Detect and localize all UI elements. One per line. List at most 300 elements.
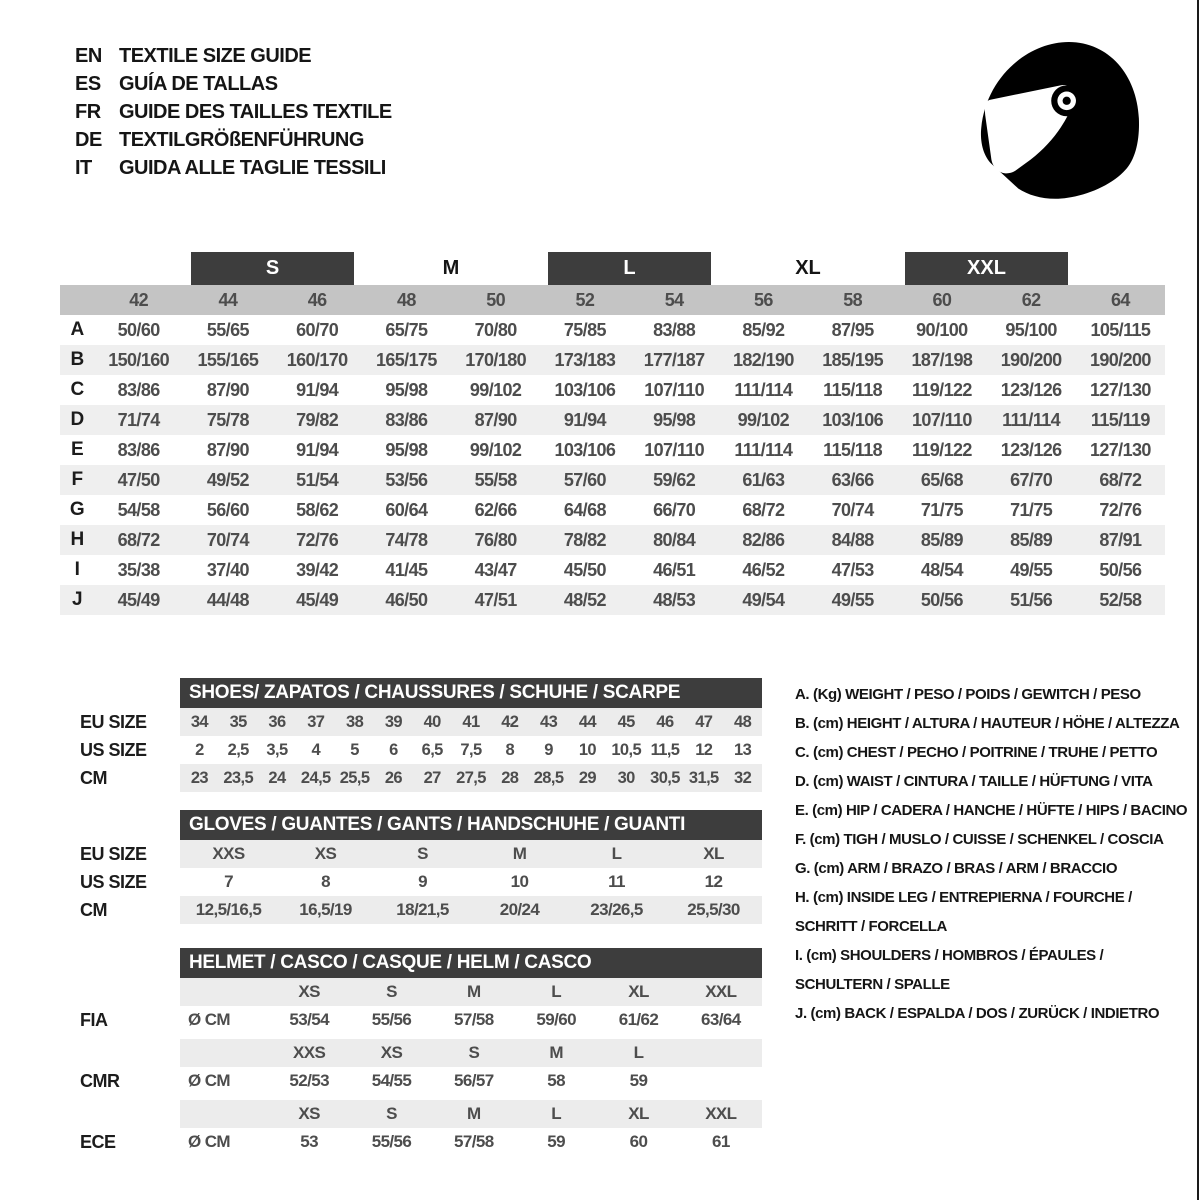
size-value: 49/55	[831, 589, 874, 610]
size-value: 12	[695, 740, 713, 759]
size-value: 7	[224, 872, 233, 891]
gloves-rows	[80, 840, 762, 924]
legend-item-b	[795, 709, 1180, 738]
size-letter: L	[551, 982, 562, 1001]
size-value: 72/76	[1099, 499, 1142, 520]
column-header: 46	[307, 289, 327, 310]
size-value: 49/52	[206, 469, 249, 490]
size-value: 54/55	[371, 1071, 412, 1090]
size-value: 87/95	[831, 319, 874, 340]
size-header-xxl: XXL	[905, 252, 1068, 285]
size-value: 71/75	[1010, 499, 1053, 520]
size-value: 75/78	[206, 409, 249, 430]
unit-cell: Ø CM	[188, 1010, 230, 1029]
size-value: 27,5	[456, 768, 486, 787]
column-header: 54	[664, 289, 684, 310]
row-band	[180, 1039, 762, 1067]
measure-row-j	[60, 585, 1165, 615]
size-value: 56/60	[206, 499, 249, 520]
size-value: 87/90	[206, 379, 249, 400]
legend-item-h	[795, 883, 1175, 941]
size-value: 59	[547, 1132, 566, 1151]
size-value: 85/89	[1010, 529, 1053, 550]
row-label: EU SIZE	[80, 843, 147, 864]
size-value: S	[417, 844, 428, 863]
column-header: 56	[753, 289, 773, 310]
size-value: 25,5/30	[687, 900, 740, 919]
language-title: GUIDA ALLE TAGLIE TESSILI	[119, 156, 386, 179]
size-value: 7,5	[460, 740, 482, 759]
size-value: 83/86	[385, 409, 428, 430]
size-value: 12,5/16,5	[195, 900, 262, 919]
row-band	[180, 1128, 762, 1156]
size-value: M	[512, 844, 527, 863]
size-value: 44	[578, 712, 596, 731]
size-value: 71/74	[117, 409, 160, 430]
size-value: 34	[190, 712, 208, 731]
page-edge-line	[1197, 0, 1199, 1200]
size-value: 99/102	[469, 439, 522, 460]
row-label: I	[74, 559, 80, 580]
column-header: 50	[486, 289, 506, 310]
size-value: 30,5	[650, 768, 680, 787]
size-value: 61	[711, 1132, 730, 1151]
size-letter: XS	[380, 1043, 403, 1062]
size-value: 56/57	[454, 1071, 494, 1090]
size-letter: S	[386, 982, 397, 1001]
size-value: 111/114	[1002, 409, 1061, 430]
size-value: 55/56	[371, 1132, 412, 1151]
size-header-s: S	[191, 252, 354, 285]
row-band	[180, 764, 762, 792]
size-value: 82/86	[742, 529, 785, 550]
measure-row-i	[60, 555, 1165, 585]
size-value: 75/85	[563, 319, 606, 340]
size-value: 165/175	[375, 349, 437, 370]
language-row	[75, 70, 392, 98]
row-label: G	[69, 499, 85, 520]
size-value: 41/45	[385, 559, 428, 580]
row-label: C	[70, 379, 84, 400]
row-label: EU SIZE	[80, 711, 147, 732]
size-value: 37/40	[206, 559, 249, 580]
row-label	[80, 1100, 180, 1128]
measurement-legend	[795, 680, 1188, 1028]
size-value: 50/56	[920, 589, 963, 610]
size-value: 87/91	[1099, 529, 1142, 550]
row-label: J	[72, 589, 82, 610]
size-value: 55/65	[206, 319, 249, 340]
size-value: 170/180	[465, 349, 527, 370]
size-value: 16,5/19	[299, 900, 352, 919]
size-value: 83/88	[653, 319, 696, 340]
legend-item-i	[795, 941, 1175, 999]
size-value: 2,5	[227, 740, 249, 759]
size-value: 45	[617, 712, 635, 731]
row-label: D	[70, 409, 84, 430]
helmet-value-row-ece	[80, 1128, 762, 1156]
size-header-l: L	[548, 252, 711, 285]
size-value: 84/88	[831, 529, 874, 550]
size-value: 85/89	[920, 529, 963, 550]
size-letter: XXL	[705, 982, 737, 1001]
size-value: 51/56	[1010, 589, 1053, 610]
size-value: 150/160	[108, 349, 170, 370]
size-value: 70/74	[206, 529, 249, 550]
column-header: 42	[129, 289, 149, 310]
size-value: 123/126	[1000, 379, 1062, 400]
size-value: 48/52	[563, 589, 606, 610]
size-value: 23/26,5	[590, 900, 643, 919]
size-value: 83/86	[117, 439, 160, 460]
size-value: 55/58	[474, 469, 517, 490]
legend-line: J. (cm) BACK / ESPALDA / DOS / ZURÜCK / INDIETRO	[795, 1005, 1160, 1022]
row-label	[80, 978, 180, 1006]
size-value: 37	[307, 712, 325, 731]
size-value: 59/62	[653, 469, 696, 490]
size-value: 107/110	[644, 379, 705, 400]
size-letter: XXS	[293, 1043, 326, 1062]
measure-row-h	[60, 525, 1165, 555]
helmet-title-bar: HELMET / CASCO / CASQUE / HELM / CASCO	[180, 948, 762, 978]
table-row	[80, 764, 762, 792]
size-value: 46/52	[742, 559, 785, 580]
size-value: XL	[703, 844, 724, 863]
size-value: 3,5	[266, 740, 288, 759]
size-value: 9	[418, 872, 427, 891]
language-code: ES	[75, 72, 101, 95]
size-value: 46/50	[385, 589, 428, 610]
size-value: 78/82	[563, 529, 606, 550]
legend-line: G. (cm) ARM / BRAZO / BRAS / ARM / BRACCIO	[795, 860, 1118, 877]
column-header: 64	[1110, 289, 1130, 310]
size-value: 63/64	[701, 1010, 741, 1029]
size-value: 11,5	[650, 740, 680, 759]
size-value: 35/38	[117, 559, 160, 580]
helmet-value-row-fia	[80, 1006, 762, 1034]
size-value: 46	[656, 712, 674, 731]
size-value: 90/100	[916, 319, 968, 340]
size-value: 61/63	[742, 469, 785, 490]
column-header: 44	[218, 289, 238, 310]
column-header: 62	[1021, 289, 1041, 310]
size-value: 72/76	[296, 529, 339, 550]
language-row	[75, 154, 392, 182]
size-value: 39	[384, 712, 402, 731]
size-value: 76/80	[474, 529, 517, 550]
size-value: 103/106	[554, 439, 616, 460]
size-value: 127/130	[1089, 379, 1151, 400]
row-band	[180, 1006, 762, 1034]
size-value: 48/53	[653, 589, 696, 610]
size-value: 87/90	[474, 409, 517, 430]
corner-cell	[60, 285, 94, 315]
size-value: 67/70	[1010, 469, 1053, 490]
legend-line: A. (Kg) WEIGHT / PESO / POIDS / GEWITCH / PESO	[795, 686, 1141, 703]
size-value: 45/50	[563, 559, 606, 580]
language-row	[75, 126, 392, 154]
size-letter: L	[551, 1104, 562, 1123]
legend-item-c	[795, 738, 1175, 767]
language-code: EN	[75, 44, 102, 67]
legend-item-a	[795, 680, 1175, 709]
size-value: 28,5	[533, 768, 564, 787]
measure-row-c	[60, 375, 1165, 405]
column-header: 52	[575, 289, 595, 310]
language-title: GUIDE DES TAILLES TEXTILE	[119, 100, 392, 123]
legend-item-j	[795, 999, 1175, 1028]
size-value: 47	[695, 712, 713, 731]
size-value: 23	[190, 768, 208, 787]
size-value: 119/122	[911, 379, 972, 400]
language-row	[75, 42, 392, 70]
size-value: 111/114	[734, 439, 793, 460]
helmet-rows	[80, 978, 762, 1156]
size-value: 47/50	[117, 469, 160, 490]
size-value: 45/49	[296, 589, 339, 610]
size-letter: XS	[298, 982, 320, 1001]
size-value: 45/49	[117, 589, 160, 610]
size-value: 91/94	[563, 409, 606, 430]
language-code: DE	[75, 128, 102, 151]
size-value: 64/68	[563, 499, 606, 520]
column-header: 60	[932, 289, 952, 310]
table-row	[80, 708, 762, 736]
shoes-rows	[80, 708, 762, 792]
size-value: 107/110	[911, 409, 972, 430]
row-label: FIA	[80, 1009, 108, 1030]
language-list	[75, 42, 392, 182]
size-value: 8	[505, 740, 515, 759]
size-letter: XL	[628, 982, 649, 1001]
measure-row-g	[60, 495, 1165, 525]
size-value: 80/84	[653, 529, 696, 550]
size-value: 107/110	[644, 439, 705, 460]
size-value: 48	[734, 712, 752, 731]
helmet-size-row-fia	[80, 978, 762, 1006]
size-value: 60/64	[385, 499, 428, 520]
size-value: 185/195	[822, 349, 884, 370]
size-value: 53	[300, 1132, 319, 1151]
row-label: A	[70, 319, 84, 340]
main-size-column-band	[60, 285, 1165, 315]
size-value: 26	[384, 768, 402, 787]
size-value: 54/58	[117, 499, 160, 520]
size-value: 190/200	[1000, 349, 1062, 370]
size-value: 10	[510, 872, 529, 891]
shoes-title-bar: SHOES/ ZAPATOS / CHAUSSURES / SCHUHE / SCARPE	[180, 678, 762, 708]
size-letter: XXL	[705, 1104, 737, 1123]
size-value: 55/56	[371, 1010, 412, 1029]
size-value: 115/118	[823, 379, 883, 400]
size-letter: M	[467, 982, 481, 1001]
size-letter: XL	[628, 1104, 649, 1123]
size-value: 95/98	[385, 439, 428, 460]
size-value: 47/53	[831, 559, 874, 580]
size-value: 11	[608, 872, 625, 891]
legend-line: H. (cm) INSIDE LEG / ENTREPIERNA / FOURCHE /	[795, 889, 1132, 906]
size-value: 41	[462, 712, 480, 731]
size-value: 65/75	[385, 319, 428, 340]
size-value: 24	[268, 768, 286, 787]
size-value: 57/60	[563, 469, 606, 490]
size-value: 59/60	[536, 1010, 576, 1029]
main-size-letter-headers	[60, 252, 1165, 285]
size-value: 58/62	[296, 499, 339, 520]
row-label: CM	[80, 899, 107, 920]
helmet-table	[80, 948, 762, 1156]
size-value: 49/54	[742, 589, 785, 610]
size-value: 95/98	[385, 379, 428, 400]
size-value: 70/80	[474, 319, 517, 340]
shoes-table	[80, 678, 762, 792]
legend-line: D. (cm) WAIST / CINTURA / TAILLE / HÜFTUNG / VITA	[795, 773, 1153, 790]
size-value: 66/70	[653, 499, 696, 520]
helmet-value-row-cmr	[80, 1067, 762, 1095]
size-value: 111/114	[734, 379, 793, 400]
size-value: 20/24	[499, 900, 540, 919]
size-value: 62/66	[474, 499, 517, 520]
legend-line: E. (cm) HIP / CADERA / HANCHE / HÜFTE / HIPS / BACINO	[795, 802, 1188, 819]
size-value: 5	[350, 740, 359, 759]
row-band	[180, 708, 762, 736]
legend-line: SCHRITT / FORCELLA	[795, 918, 947, 935]
helmet-size-row-ece	[80, 1100, 762, 1128]
size-letter: M	[549, 1043, 563, 1062]
size-value: 71/75	[920, 499, 963, 520]
size-value: 160/170	[286, 349, 348, 370]
column-header: 58	[843, 289, 863, 310]
size-value: 68/72	[1099, 469, 1142, 490]
size-value: 25,5	[339, 768, 370, 787]
size-value: 10	[578, 740, 596, 759]
row-band	[180, 736, 762, 764]
row-label: CMR	[80, 1070, 120, 1091]
gloves-table	[80, 810, 762, 924]
size-value: 9	[544, 740, 553, 759]
size-value: 2	[195, 740, 204, 759]
size-value: 23,5	[223, 768, 254, 787]
size-value: 103/106	[822, 409, 884, 430]
size-value: 182/190	[732, 349, 794, 370]
language-title: TEXTILE SIZE GUIDE	[119, 44, 312, 67]
size-value: 35	[229, 712, 247, 731]
table-row	[80, 868, 762, 896]
size-value: 10,5	[611, 740, 642, 759]
row-label: CM	[80, 767, 107, 788]
size-value: XXS	[212, 844, 245, 863]
size-value: 53/54	[289, 1010, 329, 1029]
legend-line: SCHULTERN / SPALLE	[795, 976, 950, 993]
size-value: 60/70	[296, 319, 339, 340]
size-value: 115/119	[1090, 409, 1150, 430]
size-value: 177/187	[643, 349, 705, 370]
measure-row-b	[60, 345, 1165, 375]
size-value: 58	[547, 1071, 566, 1090]
size-value: 74/78	[385, 529, 428, 550]
size-value: 47/51	[474, 589, 517, 610]
size-letter: S	[386, 1104, 397, 1123]
size-letter: L	[633, 1043, 644, 1062]
size-value: 32	[734, 768, 752, 787]
size-value: L	[611, 844, 622, 863]
legend-item-d	[795, 767, 1175, 796]
size-value: 61/62	[618, 1010, 659, 1029]
row-label: F	[71, 469, 83, 490]
size-value: 31,5	[688, 768, 719, 787]
measure-row-f	[60, 465, 1165, 495]
row-label: ECE	[80, 1131, 116, 1152]
measure-row-a	[60, 315, 1165, 345]
legend-line: C. (cm) CHEST / PECHO / POITRINE / TRUHE / PETTO	[795, 744, 1158, 761]
unit-cell: Ø CM	[188, 1071, 230, 1090]
size-value: 36	[268, 712, 286, 731]
gloves-title-bar: GLOVES / GUANTES / GANTS / HANDSCHUHE / GUANTI	[180, 810, 762, 840]
row-label	[80, 1039, 180, 1067]
size-value: 44/48	[206, 589, 249, 610]
size-value: 30	[617, 768, 635, 787]
legend-line: B. (cm) HEIGHT / ALTURA / HAUTEUR / HÖHE / ALTEZZA	[795, 715, 1180, 732]
size-value: 187/198	[911, 349, 973, 370]
main-size-body	[60, 315, 1165, 615]
size-letter: M	[467, 1104, 481, 1123]
size-value: 12	[704, 872, 723, 891]
size-header-m: M	[442, 257, 460, 279]
size-value: XS	[314, 844, 337, 863]
size-value: 4	[311, 740, 321, 759]
size-value: 65/68	[920, 469, 963, 490]
row-band	[180, 896, 762, 924]
size-value: 57/58	[454, 1132, 494, 1151]
size-value: 48/54	[920, 559, 963, 580]
size-value: 103/106	[554, 379, 616, 400]
size-value: 13	[734, 740, 752, 759]
measure-row-e	[60, 435, 1165, 465]
size-value: 49/55	[1010, 559, 1053, 580]
column-header: 48	[396, 289, 416, 310]
table-row	[80, 736, 762, 764]
size-value: 68/72	[742, 499, 785, 520]
size-value: 57/58	[454, 1010, 494, 1029]
size-value: 29	[578, 768, 596, 787]
row-label: US SIZE	[80, 739, 147, 760]
legend-item-e	[795, 796, 1188, 825]
row-band	[180, 1100, 762, 1128]
size-value: 105/115	[1090, 319, 1151, 340]
size-value: 53/56	[385, 469, 428, 490]
size-value: 8	[321, 872, 330, 891]
row-band	[180, 868, 762, 896]
row-label: B	[70, 349, 84, 370]
size-value: 190/200	[1089, 349, 1151, 370]
size-value: 127/130	[1089, 439, 1151, 460]
row-label: US SIZE	[80, 871, 147, 892]
size-value: 51/54	[296, 469, 339, 490]
language-row	[75, 98, 392, 126]
legend-item-g	[795, 854, 1175, 883]
language-title: TEXTILGRÖßENFÜHRUNG	[119, 128, 364, 151]
size-value: 52/53	[289, 1071, 329, 1090]
row-label: H	[70, 529, 84, 550]
size-value: 43/47	[474, 559, 517, 580]
size-value: 123/126	[1000, 439, 1062, 460]
size-value: 91/94	[296, 439, 339, 460]
size-value: 38	[346, 712, 364, 731]
size-value: 115/118	[823, 439, 883, 460]
measure-row-d	[60, 405, 1165, 435]
unit-cell: Ø CM	[188, 1132, 230, 1151]
size-value: 46/51	[653, 559, 696, 580]
